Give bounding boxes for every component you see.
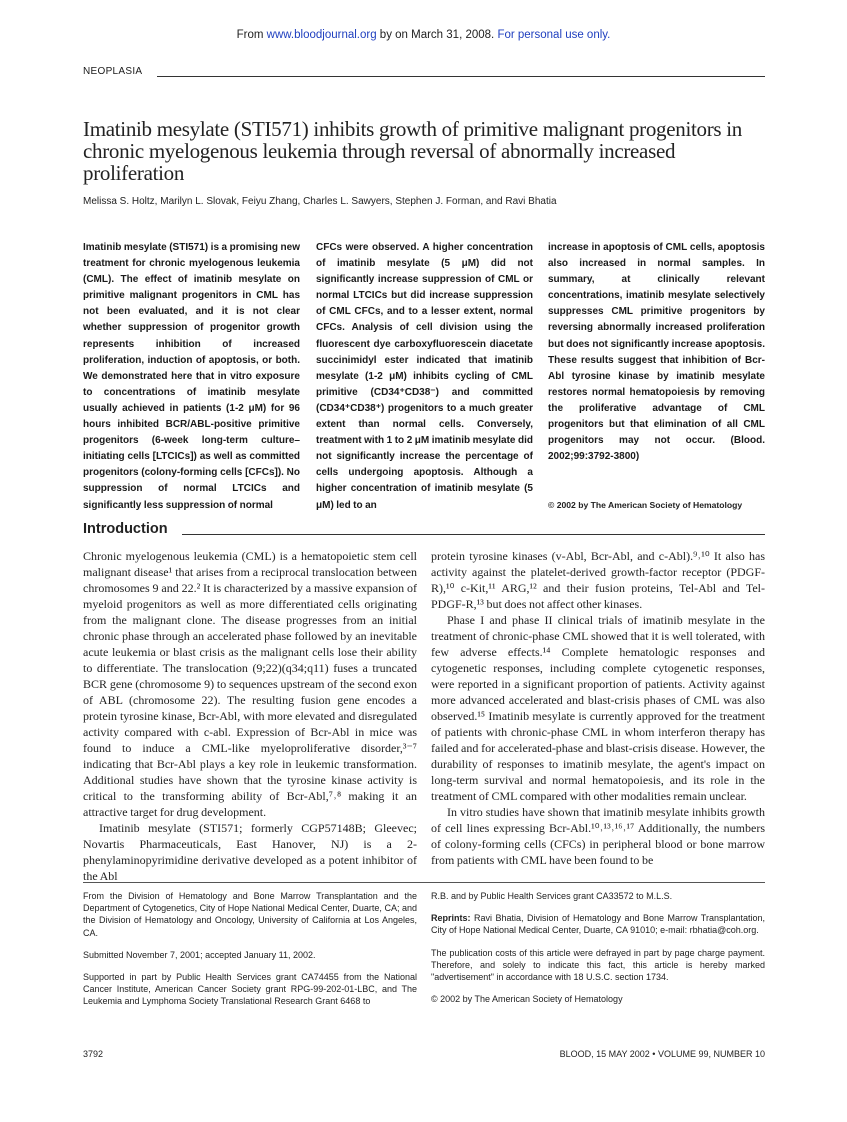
download-header	[0, 29, 847, 41]
reprints-note	[431, 912, 765, 936]
reprints-text: Ravi Bhatia, Division of Hematology and Bone Marrow Transplantation, City of Hope National Medical Center, Duarte, CA 91010; e-mail: rbhatia@coh.org.	[431, 913, 765, 936]
section-label: NEOPLASIA	[83, 66, 143, 77]
publication-costs-note: The publication costs of this article were defrayed in part by page charge payment. Therefore, and solely to indicate this fact, this article is hereby marked "advertisement" in accordance with 18 U.S.C. section 1734.	[431, 947, 765, 983]
author-list: Melissa S. Holtz, Marilyn L. Slovak, Feiyu Zhang, Charles L. Sawyers, Stephen J. Forman, and Ravi Bhatia	[83, 196, 557, 207]
footnotes-left	[83, 890, 417, 1018]
body-paragraph: Imatinib mesylate (STI571; formerly CGP57148B; Gleevec; Novartis Pharmaceuticals, East Hanover, NJ) is a 2-phenylaminopyrimidine derivative developed as a potent inhibitor of the Abl	[83, 821, 417, 883]
footnotes-right	[431, 890, 765, 1015]
journal-site-link[interactable]: www.bloodjournal.org	[266, 29, 377, 41]
personal-use-link[interactable]: For personal use only.	[497, 29, 611, 41]
footnote-divider	[83, 882, 765, 883]
abstract-column-2: CFCs were observed. A higher concentration of imatinib mesylate (5 μM) did not significantly increase suppression of CML or normal LTCICs but did increase suppression of CML CFCs, and to a lesser extent, normal CFCs. Analysis of cell division using the fluorescent dye carboxyfluorescein diacetate succinimidyl ester indicated that imatinib mesylate (1-2 μM) inhibits cycling of CML primitive (CD34⁺CD38⁻) and committed (CD34⁺CD38⁺) progenitors to a much greater extent than normal cells. Conversely, treatment with 1 to 2 μM imatinib mesylate did not significantly increase the percentage of cells undergoing apoptosis. Although a higher concentration of imatinib mesylate (5 μM) led to an	[316, 242, 533, 511]
submission-dates: Submitted November 7, 2001; accepted January 11, 2002.	[83, 949, 316, 960]
body-paragraph: protein tyrosine kinases (v-Abl, Bcr-Abl, and c-Abl).⁹˒¹⁰ It also has activity against the platelet-derived growth-factor receptor (PDGF-R),¹⁰ c-Kit,¹¹ ARG,¹² and their fusion proteins, Tel-Abl and Tel-PDGF-R,¹³ but does not affect other kinases.	[431, 549, 765, 611]
abstract-copyright: © 2002 by The American Society of Hematology	[548, 500, 743, 510]
page-number: 3792	[83, 1049, 104, 1059]
article-title: Imatinib mesylate (STI571) inhibits growth of primitive malignant progenitors in chronic myelogenous leukemia through reversal of abnormally increased proliferation	[83, 117, 742, 185]
footnote-copyright: © 2002 by The American Society of Hematology	[431, 994, 623, 1005]
abstract-column-3: increase in apoptosis of CML cells, apoptosis also increased in normal samples. In summary, at clinically relevant concentrations, imatinib mesylate selectively suppresses CML primitive progenitors by reversing abnormally increased proliferation but does not significantly increase apoptosis. These results suggest that inhibition of Bcr-Abl tyrosine kinase by imatinib mesylate restores normal hematopoiesis by removing the proliferative advantage of CML progenitors but that elimination of all CML progenitors may not occur. (Blood. 2002;99:3792-3800)	[548, 242, 765, 463]
body-column-right	[431, 548, 765, 868]
reprints-label: Reprints:	[431, 913, 471, 924]
funding-note: Supported in part by Public Health Services grant CA74455 from the National Cancer Institute, American Cancer Society grant RPG-99-202-01-LBC, and The Leukemia and Lymphoma Society Translational Research Grant 6468 to	[83, 972, 417, 1007]
introduction-heading: Introduction	[83, 521, 168, 537]
body-column-left	[83, 548, 417, 884]
introduction-divider	[182, 534, 765, 535]
body-paragraph: Phase I and phase II clinical trials of imatinib mesylate in the treatment of chronic-phase CML showed that it is well tolerated, with few adverse effects.¹⁴ Complete hematologic responses and cytogenetic responses, including complete cytogenetic responses, were reported in a significant proportion of patients. Activity against more advanced accelerated and blast-crisis phases of CML was also observed.¹⁵ Imatinib mesylate is currently approved for the treatment of patients with chronic-phase CML in whom interferon therapy has failed and for accelerated-phase and blast-crisis disease. However, the durability of responses to imatinib mesylate, the agent's impact on long-term survival and normal hematopoiesis, and its role in the treatment of CML compared with other modalities remain unclear.	[431, 613, 765, 803]
header-middle: by on March 31, 2008.	[376, 29, 498, 41]
affiliations-note: From the Division of Hematology and Bone Marrow Transplantation and the Department of Cytogenetics, City of Hope National Medical Center, Duarte, CA; and the Division of Hematology and Oncology, University of California at Los Angeles, CA.	[83, 891, 417, 938]
section-divider	[157, 76, 765, 77]
header-prefix: From	[236, 29, 267, 41]
abstract-column-1: Imatinib mesylate (STI571) is a promising new treatment for chronic myelogenous leukemia (CML). The effect of imatinib mesylate on primitive malignant progenitors in CML has not been evaluated, and it is not clear whether suppression of progenitor growth represents inhibition of increased proliferation, induction of apoptosis, or both. We demonstrated here that in vitro exposure to concentrations of imatinib mesylate usually achieved in patients (1-2 μM) for 96 hours inhibited BCR/ABL-positive primitive progenitors (6-week long-term culture–initiating cells [LTCICs]) as well as committed progenitors (colony-forming cells [CFCs]). No suppression of normal LTCICs and significantly less suppression of normal	[83, 242, 300, 511]
journal-reference: BLOOD, 15 MAY 2002 • VOLUME 99, NUMBER 10	[559, 1049, 765, 1059]
body-paragraph: In vitro studies have shown that imatinib mesylate inhibits growth of cell lines expressing Bcr-Abl.¹⁰˒¹³˒¹⁶˒¹⁷ Additionally, the numbers of colony-forming cells (CFCs) in peripheral blood or bone marrow from patients with CML have been found to be	[431, 805, 765, 867]
body-paragraph: Chronic myelogenous leukemia (CML) is a hematopoietic stem cell malignant disease¹ that arises from a reciprocal translocation between chromosomes 9 and 22.² It is characterized by a massive expansion of myeloid progenitors as well as more differentiated cells originating from the malignant clone. The disease progresses from an initial chronic phase through an accelerated phase followed by an inevitable acute leukemia or blast crisis as the malignant cells lose their ability to differentiate. The translocation (9;22)(q34;q11) fuses a truncated BCR gene (chromosome 9) to sequences upstream of the second exon of ABL (chromosome 22). The resulting fusion gene encodes a protein tyrosine kinase, Bcr-Abl, with more elevated and disregulated activity compared with c-abl. Expression of Bcr-Abl in mice was found to induce a CML-like myeloproliferative disorder,³⁻⁷ indicating that Bcr-Abl plays a key role in leukemic transformation. Additional studies have shown that the tyrosine kinase activity is critical to the transforming ability of Bcr-Abl,⁷˒⁸ making it an attractive target for drug development.	[83, 549, 417, 819]
funding-note-continued: R.B. and by Public Health Services grant CA33572 to M.L.S.	[431, 891, 673, 901]
